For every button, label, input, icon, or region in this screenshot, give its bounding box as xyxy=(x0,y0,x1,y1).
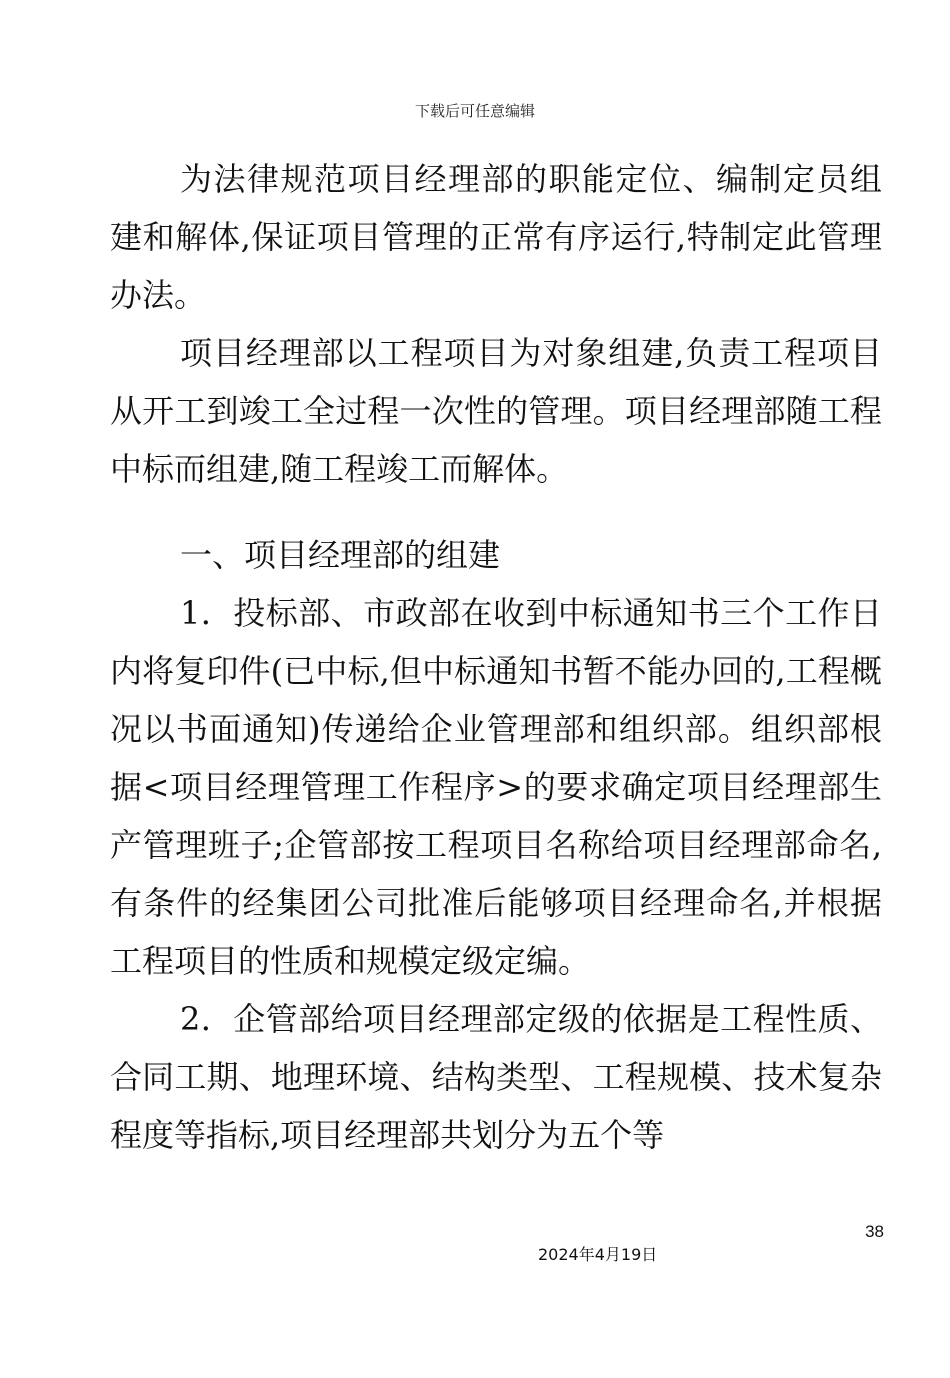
clause-2-paragraph: 2．企管部给项目经理部定级的依据是工程性质、合同工期、地理环境、结构类型、工程规模、技术复杂程度等指标,项目经理部共划分为五个等 xyxy=(110,1000,882,1154)
page-header: 下载后可任意编辑 xyxy=(414,102,535,120)
section-heading: 一、项目经理部的组建 xyxy=(180,536,501,574)
page-number: 38 xyxy=(865,1222,884,1241)
intro-paragraph: 为法律规范项目经理部的职能定位、编制定员组建和解体,保证项目管理的正常有序运行,特制定此管理办法。 xyxy=(110,160,882,314)
scope-paragraph: 项目经理部以工程项目为对象组建,负责工程项目从开工到竣工全过程一次性的管理。项目经理部随工程中标而组建,随工程竣工而解体。 xyxy=(110,334,882,488)
footer-date: 2024年4月19日 xyxy=(538,1245,658,1264)
document-body xyxy=(110,150,882,1164)
section-spacer xyxy=(110,498,882,526)
clause-1-paragraph: 1．投标部、市政部在收到中标通知书三个工作日内将复印件(已中标,但中标通知书暂不能办回的,工程概况以书面通知)传递给企业管理部和组织部。组织部根据<项目经理管理工作程序>的要求确定项目经理部生产管理班子;企管部按工程项目名称给项目经理部命名,有条件的经集团公司批准后能够项目经理命名,并根据工程项目的性质和规模定级定编。 xyxy=(110,594,882,980)
